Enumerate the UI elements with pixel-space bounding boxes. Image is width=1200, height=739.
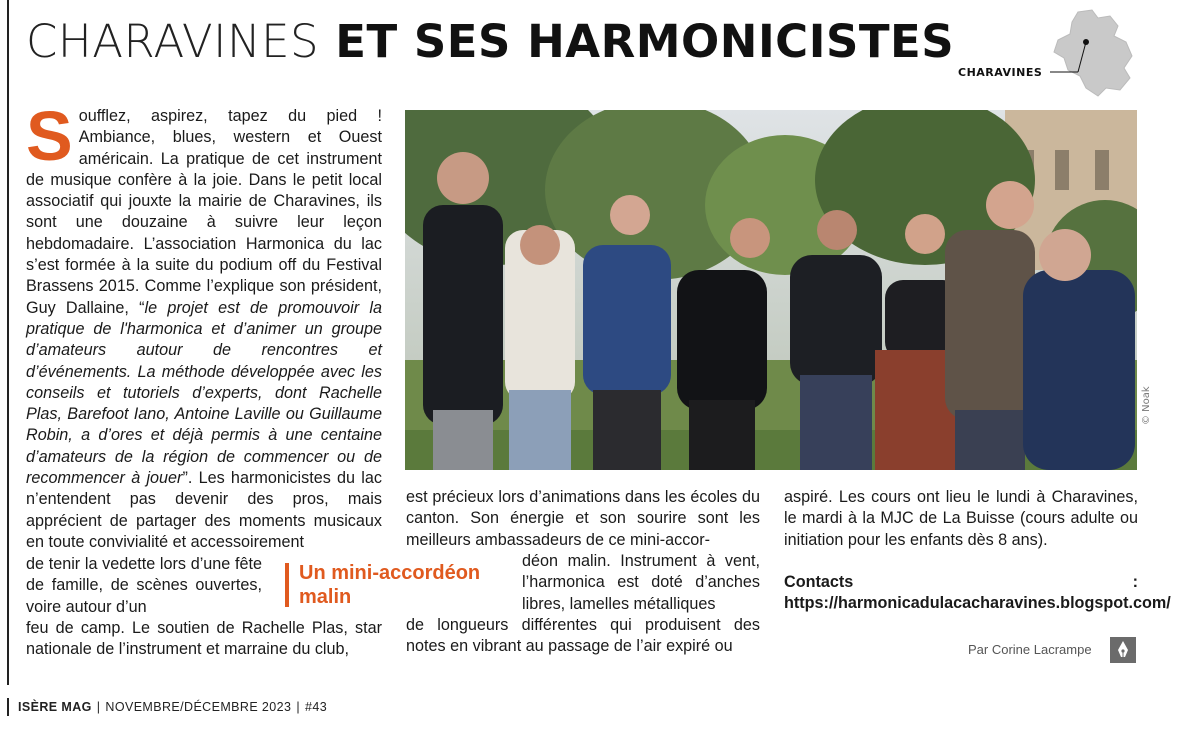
subheading-accent-bar	[285, 563, 289, 607]
page-headline	[26, 14, 954, 70]
footer-rule	[7, 698, 9, 716]
headline-title: ET SES HARMONICISTES	[335, 15, 955, 68]
headline-town: CHARAVINES	[26, 15, 320, 68]
course-schedule-text: aspiré. Les cours ont lieu le lundi à Charavines, le mardi à la MJC de La Buisse (cours adulte ou initiation pour les enfants dès 8 ans).	[784, 488, 1138, 549]
page-left-rule	[7, 0, 9, 685]
locator-label: CHARAVINES	[958, 66, 1043, 79]
page-footer: ISÈRE MAG | NOVEMBRE/DÉCEMBRE 2023 | #43	[18, 700, 328, 714]
article-column-1-wrap: de tenir la vedette lors d’une fête de famille, de scènes ouvertes, voire autour d’un	[26, 555, 262, 616]
article-text-continued: ”. Les harmonicistes du lac n’entendent pas devenir des pros, mais apprécient de partager des moments musicaux en toute convivialité et accessoirement	[26, 469, 382, 551]
magazine-name: ISÈRE MAG	[18, 700, 92, 714]
group-photo	[405, 110, 1137, 470]
contacts-link[interactable]: Contacts : https://harmonicadulacacharavines.blogspot.com/	[784, 572, 1171, 613]
photo-credit: © Noak	[1141, 386, 1152, 425]
article-column-2-end: de longueurs différentes qui produisent des notes en vibrant au passage de l’air expiré ou	[406, 616, 760, 656]
article-column-1	[26, 97, 382, 553]
isere-locator-map-icon	[1040, 8, 1140, 98]
article-column-2-wrap: déon malin. Instrument à vent, l’harmonica est doté d’anches libres, lamelles métalliques	[522, 552, 760, 613]
article-column-3	[784, 487, 1171, 614]
issue-date: NOVEMBRE/DÉCEMBRE 2023	[105, 700, 292, 714]
article-intro-text: oufflez, aspirez, tapez du pied ! Ambiance, blues, western et Ouest américain. La pratique de cet instrument de musique confère à la joie. Dans le petit local associatif qui jouxte la mairie de Charavines, ils sont une douzaine à suivre leur leçon hebdomadaire. L’association Harmonica du lac s’est formée à la suite du podium off du Festival Brassens 2015. Comme l’explique son président, Guy Dallaine, “	[26, 107, 382, 317]
pen-nib-icon	[1110, 637, 1136, 663]
issue-number: #43	[305, 700, 328, 714]
subheading-line-1: Un mini-accordéon	[299, 562, 481, 584]
drop-cap: S	[26, 97, 73, 175]
article-column-1-end: feu de camp. Le soutien de Rachelle Plas, star nationale de l’instrument et marraine du club,	[26, 619, 382, 659]
harmonica-players-photo-illustration	[405, 110, 1137, 470]
author-byline: Par Corine Lacrampe	[968, 642, 1092, 657]
article-column-2: est précieux lors d’animations dans les écoles du canton. Son énergie et son sourire sont les meilleurs ambassadeurs de ce mini-accor-	[406, 488, 760, 549]
president-quote: le projet est de promouvoir la pratique de l'harmonica et d’animer un groupe d’amateurs autour de rencontres et d’événements. La méthode développée avec les conseils et tutoriels d’experts, dont Rachelle Plas, Barefoot Iano, Antoine Laville ou Guillaume Robin, a d’ores et déjà permis à une centaine d’amateurs de la région de commencer ou de recommencer à jouer	[26, 298, 382, 488]
subheading-line-2: malin	[299, 586, 352, 608]
